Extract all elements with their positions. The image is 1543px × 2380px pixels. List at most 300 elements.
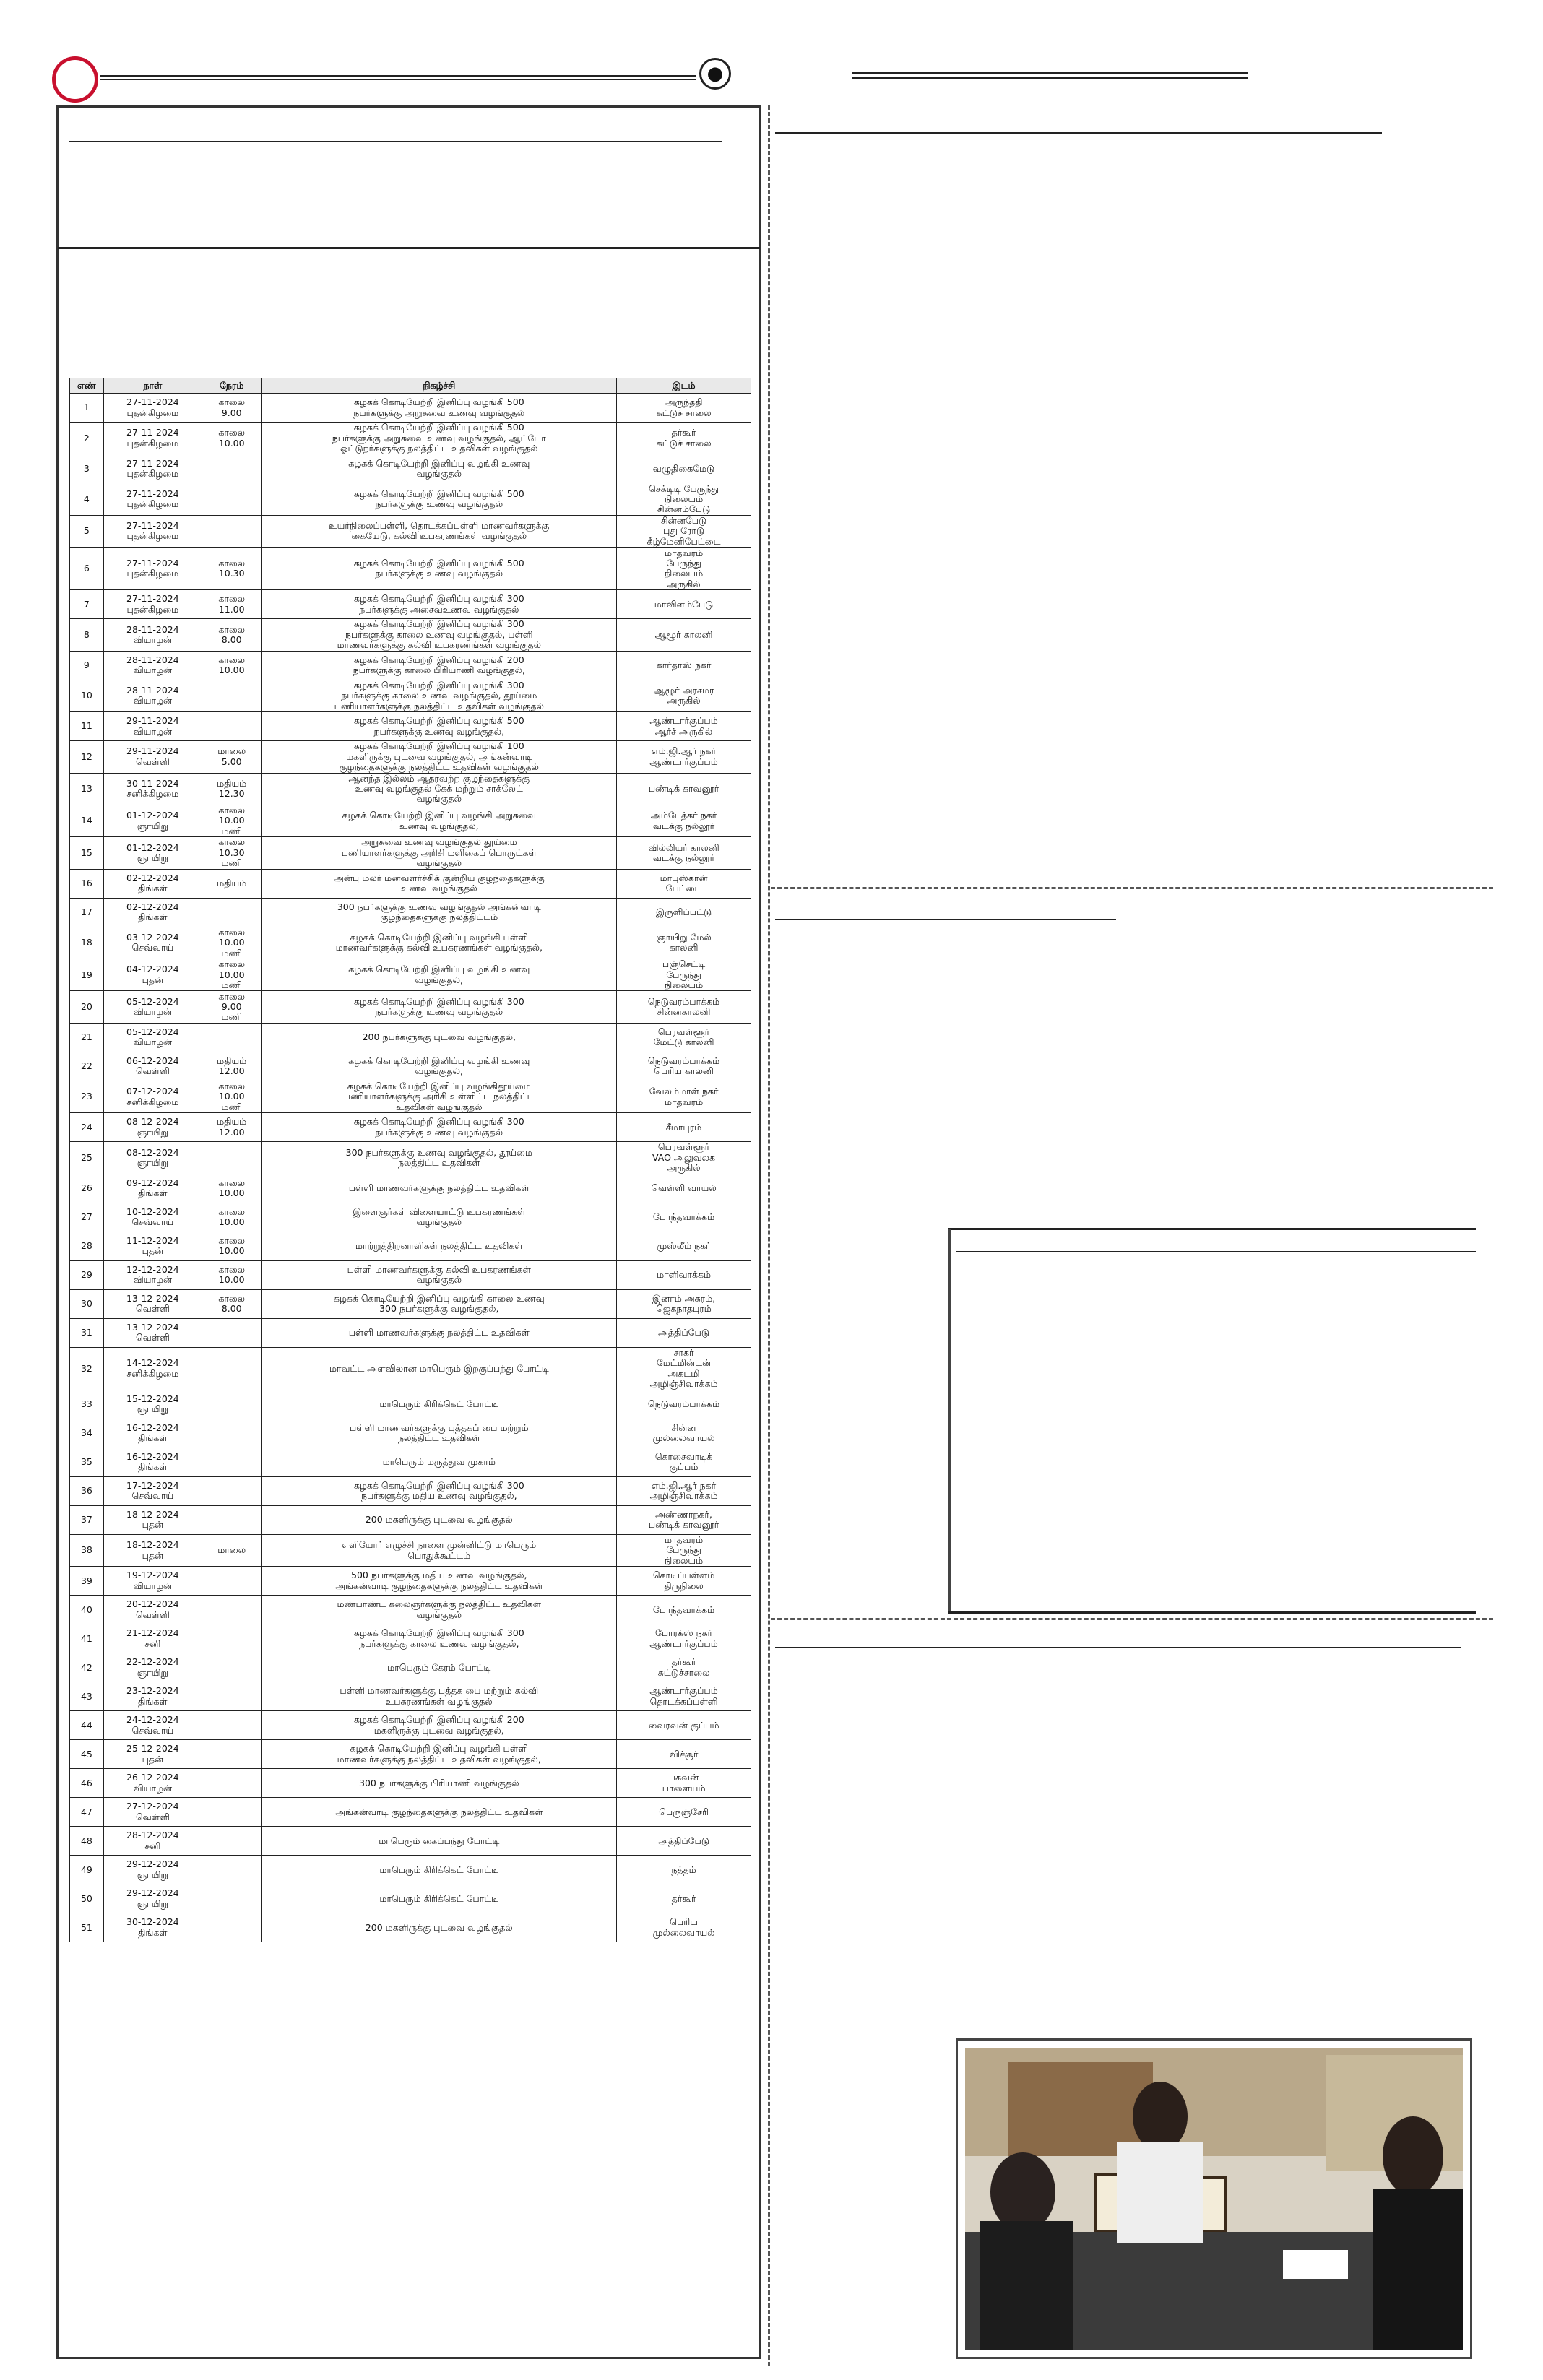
cell-time: காலை 8.00	[202, 1289, 262, 1318]
cell-date: 27-12-2024 வெள்ளி	[103, 1798, 202, 1827]
cell-event: கழகக் கொடியேற்றி இனிப்பு வழங்கி 100 மகளிருக்கு புடவை வழங்குதல், அங்கன்வாடி குழந்தைகளுக்கு நலத்திட்ட உதவிகள் வழங்குதல்	[262, 741, 617, 773]
cell-time	[202, 1624, 262, 1653]
cell-date: 02-12-2024 திங்கள்	[103, 898, 202, 927]
cell-time	[202, 898, 262, 927]
header-venue: இடம்	[617, 378, 751, 394]
cell-event: இளைஞர்கள் விளையாட்டு உபகரணங்கள் வழங்குதல்	[262, 1203, 617, 1232]
cell-venue: அம்பேத்கர் நகர் வடக்கு நல்லூர்	[617, 805, 751, 836]
cell-venue: பஞ்செட்டி பேருந்து நிலையம்	[617, 959, 751, 991]
table-row	[70, 548, 751, 590]
right-box-left-border	[948, 1229, 951, 1611]
cell-serial: 24	[70, 1113, 104, 1142]
cell-time: மாலை	[202, 1534, 262, 1566]
table-row	[70, 869, 751, 898]
cell-event: மாபெரும் மருத்துவ முகாம்	[262, 1448, 617, 1476]
table-row	[70, 927, 751, 959]
cell-venue: வெள்ளி வாயல்	[617, 1174, 751, 1203]
table-row	[70, 1505, 751, 1534]
cell-serial: 50	[70, 1884, 104, 1913]
cell-date: 28-11-2024 வியாழன்	[103, 651, 202, 680]
table-header-row	[70, 378, 751, 394]
right-article-rule	[775, 132, 1382, 134]
cell-event: கழகக் கொடியேற்றி இனிப்பு வழங்கி 300 நபர்களுக்கு காலை உணவு வழங்குதல், பள்ளி மாணவர்களுக்கு கல்வி உபகரணங்கள் வழங்குதல்	[262, 619, 617, 651]
cell-serial: 5	[70, 515, 104, 547]
right-header-rule	[852, 72, 1248, 74]
cell-time: மாலை 5.00	[202, 741, 262, 773]
table-row	[70, 1142, 751, 1174]
cell-event: கழகக் கொடியேற்றி இனிப்பு வழங்கி 500 நபர்களுக்கு அறுசுவை உணவு வழங்குதல்	[262, 394, 617, 423]
cell-date: 18-12-2024 புதன்	[103, 1505, 202, 1534]
cell-date: 05-12-2024 வியாழன்	[103, 991, 202, 1023]
cell-venue: மாதவரம் பேருந்து நிலையம்	[617, 1534, 751, 1566]
table-row	[70, 1913, 751, 1942]
cell-serial: 48	[70, 1827, 104, 1856]
cell-time	[202, 1347, 262, 1390]
cell-serial: 12	[70, 741, 104, 773]
cell-event: உயர்நிலைப்பள்ளி, தொடக்கப்பள்ளி மாணவர்களுக்கு கையேடு, கல்வி உபகரணங்கள் வழங்குதல்	[262, 515, 617, 547]
cell-serial: 41	[70, 1624, 104, 1653]
cell-serial: 33	[70, 1390, 104, 1419]
cell-event: கழகக் கொடியேற்றி இனிப்பு வழங்கி 500 நபர்களுக்கு உணவு வழங்குதல்	[262, 548, 617, 590]
cell-date: 20-12-2024 வெள்ளி	[103, 1596, 202, 1624]
cell-event: கழகக் கொடியேற்றி இனிப்பு வழங்கி பள்ளி மாணவர்களுக்கு நலத்திட்ட உதவிகள் வழங்குதல்,	[262, 1740, 617, 1769]
cell-event: கழகக் கொடியேற்றி இனிப்பு வழங்கி உணவு வழங்குதல்,	[262, 959, 617, 991]
cell-venue: சின்ன முல்லைவாயல்	[617, 1419, 751, 1448]
cell-venue: தர்கூர்	[617, 1884, 751, 1913]
cell-date: 29-11-2024 வியாழன்	[103, 712, 202, 741]
cell-time: மதியம் 12.00	[202, 1052, 262, 1081]
cell-date: 21-12-2024 சனி	[103, 1624, 202, 1653]
cell-event: மாவட்ட அளவிலான மாபெரும் இறகுப்பந்து போட்டி	[262, 1347, 617, 1390]
right-dashed-divider-1	[771, 887, 1493, 889]
cell-time	[202, 1884, 262, 1913]
cell-serial: 13	[70, 773, 104, 805]
cell-event: கழகக் கொடியேற்றி இனிப்பு வழங்கி 300 நபர்களுக்கு உணவு வழங்குதல்	[262, 991, 617, 1023]
table-row	[70, 1567, 751, 1596]
cell-date: 28-12-2024 சனி	[103, 1827, 202, 1856]
cell-event: அன்பு மலர் மனவளர்ச்சிக் குன்றிய குழந்தைகளுக்கு உணவு வழங்குதல்	[262, 869, 617, 898]
cell-serial: 36	[70, 1476, 104, 1505]
table-row	[70, 712, 751, 741]
cell-time	[202, 1856, 262, 1884]
cell-event: பள்ளி மாணவர்களுக்கு கல்வி உபகரணங்கள் வழங்குதல்	[262, 1260, 617, 1289]
cell-date: 02-12-2024 திங்கள்	[103, 869, 202, 898]
cell-venue: மாதவரம் பேருந்து நிலையம் அருகில்	[617, 548, 751, 590]
cell-event: எளியோர் எழுச்சி நாளை முன்னிட்டு மாபெரும் பொதுக்கூட்டம்	[262, 1534, 617, 1566]
cell-event: 200 மகளிருக்கு புடவை வழங்குதல்	[262, 1505, 617, 1534]
table-row	[70, 1203, 751, 1232]
cell-venue: போரக்ஸ் நகர் ஆண்டார்குப்பம்	[617, 1624, 751, 1653]
table-row	[70, 1448, 751, 1476]
cell-time	[202, 515, 262, 547]
cell-serial: 40	[70, 1596, 104, 1624]
cell-venue: நெடுவரம்பாக்கம்	[617, 1390, 751, 1419]
cell-time: காலை 10.00	[202, 1174, 262, 1203]
cell-venue: எம்.ஜி.ஆர் நகர் அழிஞ்சிவாக்கம்	[617, 1476, 751, 1505]
cell-serial: 37	[70, 1505, 104, 1534]
table-row	[70, 1113, 751, 1142]
header-rule	[100, 75, 696, 77]
cell-serial: 18	[70, 927, 104, 959]
cell-date: 24-12-2024 செவ்வாய்	[103, 1711, 202, 1740]
header-serial: எண்	[70, 378, 104, 394]
cell-time	[202, 1596, 262, 1624]
cell-serial: 4	[70, 483, 104, 515]
cell-serial: 2	[70, 423, 104, 454]
cell-time	[202, 1505, 262, 1534]
table-row	[70, 1534, 751, 1566]
cell-serial: 15	[70, 837, 104, 869]
cell-venue: அருந்ததி சுட்டுச் சாலை	[617, 394, 751, 423]
right-box-top-rule	[948, 1228, 1476, 1230]
cell-serial: 34	[70, 1419, 104, 1448]
cell-time	[202, 1913, 262, 1942]
cell-serial: 14	[70, 805, 104, 836]
column-divider	[768, 105, 770, 2366]
table-row	[70, 1318, 751, 1347]
cell-venue: தர்கூர் சுட்டுச்சாலை	[617, 1653, 751, 1682]
cell-venue: கொடிப்பள்ளம் திருநிலை	[617, 1567, 751, 1596]
cell-venue: இனாம் அகரம், ஜெகநாதபுரம்	[617, 1289, 751, 1318]
cell-venue: போந்தவாக்கம்	[617, 1203, 751, 1232]
cell-time: காலை 10.30 மணி	[202, 837, 262, 869]
cell-time: காலை 10.30	[202, 548, 262, 590]
table-row	[70, 1390, 751, 1419]
right-subhead-rule	[775, 919, 1116, 920]
table-row	[70, 1856, 751, 1884]
cell-venue: ஞாயிறு மேல் காலனி	[617, 927, 751, 959]
cell-time	[202, 1740, 262, 1769]
cell-serial: 3	[70, 454, 104, 483]
table-row	[70, 1653, 751, 1682]
cell-date: 27-11-2024 புதன்கிழமை	[103, 515, 202, 547]
table-row	[70, 1023, 751, 1052]
cell-time	[202, 1798, 262, 1827]
cell-venue: வழுதிகைமேடு	[617, 454, 751, 483]
cell-venue: வில்லியர் காலனி வடக்கு நல்லூர்	[617, 837, 751, 869]
cell-date: 01-12-2024 ஞாயிறு	[103, 837, 202, 869]
cell-serial: 23	[70, 1081, 104, 1112]
cell-event: பள்ளி மாணவர்களுக்கு நலத்திட்ட உதவிகள்	[262, 1318, 617, 1347]
table-row	[70, 680, 751, 711]
cell-date: 11-12-2024 புதன்	[103, 1232, 202, 1260]
table-row	[70, 898, 751, 927]
cell-serial: 46	[70, 1769, 104, 1798]
table-row	[70, 1232, 751, 1260]
table-row	[70, 1081, 751, 1112]
table-body	[70, 394, 751, 1942]
cell-event: 300 நபர்களுக்கு உணவு வழங்குதல் அங்கன்வாடி குழந்தைகளுக்கு நலத்திட்டம்	[262, 898, 617, 927]
table-row	[70, 1884, 751, 1913]
cell-date: 06-12-2024 வெள்ளி	[103, 1052, 202, 1081]
cell-time: மதியம் 12.00	[202, 1113, 262, 1142]
table-row	[70, 991, 751, 1023]
cell-serial: 19	[70, 959, 104, 991]
cell-venue: கார்தாஸ் நகர்	[617, 651, 751, 680]
cell-venue: இருளிப்பட்டு	[617, 898, 751, 927]
cell-serial: 21	[70, 1023, 104, 1052]
cell-date: 27-11-2024 புதன்கிழமை	[103, 394, 202, 423]
cell-event: கழகக் கொடியேற்றி இனிப்பு வழங்கிதூய்மை பணியாளர்களுக்கு அரிசி உள்ளிட்ட நலத்திட்ட உதவிகள் வழங்குதல்	[262, 1081, 617, 1112]
cell-event: கழகக் கொடியேற்றி இனிப்பு வழங்கி உணவு வழங்குதல்	[262, 454, 617, 483]
cell-serial: 47	[70, 1798, 104, 1827]
cell-date: 08-12-2024 ஞாயிறு	[103, 1113, 202, 1142]
table-row	[70, 1769, 751, 1798]
cell-date: 17-12-2024 செவ்வாய்	[103, 1476, 202, 1505]
table-row	[70, 1260, 751, 1289]
cell-venue: பெருஞ்சேரி	[617, 1798, 751, 1827]
cell-serial: 27	[70, 1203, 104, 1232]
cell-time	[202, 1390, 262, 1419]
cell-time: காலை 10.00	[202, 1232, 262, 1260]
cell-event: கழகக் கொடியேற்றி இனிப்பு வழங்கி அறுசுவை உணவு வழங்குதல்,	[262, 805, 617, 836]
table-row	[70, 1711, 751, 1740]
cell-venue: பகவன் பாளையம்	[617, 1769, 751, 1798]
cell-event: 300 நபர்களுக்கு பிரியாணி வழங்குதல்	[262, 1769, 617, 1798]
table-row	[70, 1682, 751, 1711]
cell-event: மண்பாண்ட கலைஞர்களுக்கு நலத்திட்ட உதவிகள் வழங்குதல்	[262, 1596, 617, 1624]
cell-event: அறுசுவை உணவு வழங்குதல் தூய்மை பணியாளர்களுக்கு அரிசி மளிகைப் பொருட்கள் வழங்குதல்	[262, 837, 617, 869]
cell-time: காலை 10.00 மணி	[202, 927, 262, 959]
cell-venue: வைரவன் குப்பம்	[617, 1711, 751, 1740]
table-row	[70, 1289, 751, 1318]
cell-serial: 45	[70, 1740, 104, 1769]
cell-venue: சீமாபுரம்	[617, 1113, 751, 1142]
cell-time: காலை 10.00 மணி	[202, 959, 262, 991]
cell-serial: 43	[70, 1682, 104, 1711]
table-row	[70, 1476, 751, 1505]
cell-date: 29-12-2024 ஞாயிறு	[103, 1856, 202, 1884]
header-time: நேரம்	[202, 378, 262, 394]
meeting-photo-illustration	[965, 2048, 1463, 2350]
cell-serial: 7	[70, 590, 104, 619]
left-headline-rule	[69, 141, 722, 142]
cell-event: கழகக் கொடியேற்றி இனிப்பு வழங்கி 300 நபர்களுக்கு காலை உணவு வழங்குதல்,	[262, 1624, 617, 1653]
cell-event: பள்ளி மாணவர்களுக்கு புத்தக பை மற்றும் கல்வி உபகரணங்கள் வழங்குதல்	[262, 1682, 617, 1711]
cell-date: 13-12-2024 வெள்ளி	[103, 1318, 202, 1347]
elephant-emblem-icon: ●	[699, 58, 731, 90]
cell-serial: 30	[70, 1289, 104, 1318]
cell-serial: 38	[70, 1534, 104, 1566]
cell-serial: 31	[70, 1318, 104, 1347]
cell-venue: நத்தம்	[617, 1856, 751, 1884]
cell-time	[202, 712, 262, 741]
cell-date: 19-12-2024 வியாழன்	[103, 1567, 202, 1596]
cell-time	[202, 454, 262, 483]
cell-venue: நெடுவரம்பாக்கம் சின்னகாலனி	[617, 991, 751, 1023]
cell-event: 200 மகளிருக்கு புடவை வழங்குதல்	[262, 1913, 617, 1942]
table-row	[70, 741, 751, 773]
cell-date: 16-12-2024 திங்கள்	[103, 1419, 202, 1448]
table-row	[70, 1174, 751, 1203]
cell-date: 29-12-2024 ஞாயிறு	[103, 1884, 202, 1913]
cell-serial: 39	[70, 1567, 104, 1596]
cell-venue: செக்டிடி பேருந்து நிலையம் சின்னம்பேடு	[617, 483, 751, 515]
cell-serial: 17	[70, 898, 104, 927]
table-row	[70, 1798, 751, 1827]
cell-date: 27-11-2024 புதன்கிழமை	[103, 483, 202, 515]
cell-venue: சின்னபேடு புது ரோடு கீழ்மேனிபேட்டை	[617, 515, 751, 547]
cell-serial: 16	[70, 869, 104, 898]
cell-event: மாபெரும் கைப்பந்து போட்டி	[262, 1827, 617, 1856]
cell-time: காலை 10.00 மணி	[202, 1081, 262, 1112]
table-row	[70, 423, 751, 454]
cell-event: கழகக் கொடியேற்றி இனிப்பு வழங்கி 300 நபர்களுக்கு உணவு வழங்குதல்	[262, 1113, 617, 1142]
event-schedule-table	[69, 378, 751, 1942]
cell-date: 13-12-2024 வெள்ளி	[103, 1289, 202, 1318]
cell-venue: ஆண்டார்குப்பம் தொடக்கப்பள்ளி	[617, 1682, 751, 1711]
table-row	[70, 1596, 751, 1624]
cell-date: 27-11-2024 புதன்கிழமை	[103, 590, 202, 619]
cell-date: 28-11-2024 வியாழன்	[103, 680, 202, 711]
table-row	[70, 454, 751, 483]
cell-venue: பெரிய முல்லைவாயல்	[617, 1913, 751, 1942]
cell-venue: பெரவள்ளூர் மேட்டு காலனி	[617, 1023, 751, 1052]
cell-venue: சாகர் மேட்மின்டன் அகடமி அழிஞ்சிவாக்கம்	[617, 1347, 751, 1390]
cell-event: மாற்றுத்திறனாளிகள் நலத்திட்ட உதவிகள்	[262, 1232, 617, 1260]
cell-date: 12-12-2024 வியாழன்	[103, 1260, 202, 1289]
cell-time	[202, 1682, 262, 1711]
cell-time: காலை 9.00	[202, 394, 262, 423]
cell-serial: 42	[70, 1653, 104, 1682]
cell-time: காலை 9.00 மணி	[202, 991, 262, 1023]
cell-serial: 22	[70, 1052, 104, 1081]
cell-event: 200 நபர்களுக்கு புடவை வழங்குதல்,	[262, 1023, 617, 1052]
newspaper-logo	[52, 56, 98, 103]
cell-date: 26-12-2024 வியாழன்	[103, 1769, 202, 1798]
cell-date: 22-12-2024 ஞாயிறு	[103, 1653, 202, 1682]
cell-date: 25-12-2024 புதன்	[103, 1740, 202, 1769]
cell-date: 23-12-2024 திங்கள்	[103, 1682, 202, 1711]
cell-date: 16-12-2024 திங்கள்	[103, 1448, 202, 1476]
cell-event: கழகக் கொடியேற்றி இனிப்பு வழங்கி உணவு வழங்குதல்,	[262, 1052, 617, 1081]
cell-time	[202, 1476, 262, 1505]
header-date: நாள்	[103, 378, 202, 394]
cell-event: கழகக் கொடியேற்றி இனிப்பு வழங்கி 300 நபர்களுக்கு மதிய உணவு வழங்குதல்,	[262, 1476, 617, 1505]
table-row	[70, 1827, 751, 1856]
cell-venue: மாவிளம்பேடு	[617, 590, 751, 619]
cell-venue: விச்சூர்	[617, 1740, 751, 1769]
cell-event: கழகக் கொடியேற்றி இனிப்பு வழங்கி 200 மகளிருக்கு புடவை வழங்குதல்,	[262, 1711, 617, 1740]
table-row	[70, 483, 751, 515]
cell-time: காலை 10.00	[202, 1260, 262, 1289]
left-section-divider	[58, 247, 760, 249]
cell-serial: 20	[70, 991, 104, 1023]
cell-venue: போந்தவாக்கம்	[617, 1596, 751, 1624]
cell-date: 28-11-2024 வியாழன்	[103, 619, 202, 651]
cell-time	[202, 1769, 262, 1798]
table-row	[70, 394, 751, 423]
right-header-rule-thin	[852, 77, 1248, 79]
cell-event: அங்கன்வாடி குழந்தைகளுக்கு நலத்திட்ட உதவிகள்	[262, 1798, 617, 1827]
cell-venue: பெரவள்ளூர் VAO அலுவலக அருகில்	[617, 1142, 751, 1174]
cell-venue: முஸ்லீம் நகர்	[617, 1232, 751, 1260]
cell-date: 30-12-2024 திங்கள்	[103, 1913, 202, 1942]
cell-serial: 32	[70, 1347, 104, 1390]
cell-event: கழகக் கொடியேற்றி இனிப்பு வழங்கி 500 நபர்களுக்கு அறுசுவை உணவு வழங்குதல், ஆட்டோ ஓட்டுநர்களுக்கு நலத்திட்ட உதவிகள் வழங்குதல்	[262, 423, 617, 454]
cell-venue: ஆழூர் காலனி	[617, 619, 751, 651]
cell-serial: 26	[70, 1174, 104, 1203]
table-row	[70, 515, 751, 547]
cell-time: காலை 10.00	[202, 423, 262, 454]
cell-date: 04-12-2024 புதன்	[103, 959, 202, 991]
table-row	[70, 773, 751, 805]
table-row	[70, 1740, 751, 1769]
cell-date: 15-12-2024 ஞாயிறு	[103, 1390, 202, 1419]
table-row	[70, 1419, 751, 1448]
cell-date: 05-12-2024 வியாழன்	[103, 1023, 202, 1052]
cell-time: காலை 10.00	[202, 651, 262, 680]
cell-date: 27-11-2024 புதன்கிழமை	[103, 454, 202, 483]
cell-serial: 11	[70, 712, 104, 741]
cell-time	[202, 483, 262, 515]
cell-venue: தர்கூர் சுட்டுச் சாலை	[617, 423, 751, 454]
right-box-bottom-rule	[948, 1611, 1476, 1614]
cell-date: 27-11-2024 புதன்கிழமை	[103, 423, 202, 454]
cell-event: 300 நபர்களுக்கு உணவு வழங்குதல், தூய்மை நலத்திட்ட உதவிகள்	[262, 1142, 617, 1174]
table-row	[70, 619, 751, 651]
cell-event: கழகக் கொடியேற்றி இனிப்பு வழங்கி 500 நபர்களுக்கு உணவு வழங்குதல்	[262, 483, 617, 515]
cell-date: 27-11-2024 புதன்கிழமை	[103, 548, 202, 590]
cell-venue: கொசைவாடிக் குப்பம்	[617, 1448, 751, 1476]
cell-date: 08-12-2024 ஞாயிறு	[103, 1142, 202, 1174]
cell-time: காலை 10.00 மணி	[202, 805, 262, 836]
table-row	[70, 1624, 751, 1653]
cell-venue: அண்ணாநகர், பண்டிக் காவனூர்	[617, 1505, 751, 1534]
cell-serial: 9	[70, 651, 104, 680]
table-row	[70, 590, 751, 619]
cell-venue: அத்திப்பேடு	[617, 1318, 751, 1347]
cell-event: மாபெரும் கிரிக்கெட் போட்டி	[262, 1856, 617, 1884]
cell-event: பள்ளி மாணவர்களுக்கு புத்தகப் பை மற்றும் நலத்திட்ட உதவிகள்	[262, 1419, 617, 1448]
cell-serial: 49	[70, 1856, 104, 1884]
right-lower-rule	[775, 1647, 1461, 1648]
table-row	[70, 651, 751, 680]
right-dashed-divider-2	[771, 1618, 1493, 1620]
cell-serial: 1	[70, 394, 104, 423]
cell-time	[202, 1023, 262, 1052]
cell-serial: 35	[70, 1448, 104, 1476]
right-box-inner-rule	[956, 1251, 1476, 1252]
cell-event: மாபெரும் கேரம் போட்டி	[262, 1653, 617, 1682]
table-row	[70, 1052, 751, 1081]
cell-serial: 25	[70, 1142, 104, 1174]
table-row	[70, 1347, 751, 1390]
cell-serial: 6	[70, 548, 104, 590]
cell-event: கழகக் கொடியேற்றி இனிப்பு வழங்கி 300 நபர்களுக்கு காலை உணவு வழங்குதல், தூய்மை பணியாளர்களுக்கு நலத்திட்ட உதவிகள் வழங்குதல்	[262, 680, 617, 711]
cell-venue: நெடுவரம்பாக்கம் பெரிய காலனி	[617, 1052, 751, 1081]
cell-date: 18-12-2024 புதன்	[103, 1534, 202, 1566]
cell-serial: 10	[70, 680, 104, 711]
cell-event: கழகக் கொடியேற்றி இனிப்பு வழங்கி 500 நபர்களுக்கு உணவு வழங்குதல்,	[262, 712, 617, 741]
cell-serial: 51	[70, 1913, 104, 1942]
cell-venue: பண்டிக் காவனூர்	[617, 773, 751, 805]
cell-date: 29-11-2024 வெள்ளி	[103, 741, 202, 773]
cell-time: காலை 11.00	[202, 590, 262, 619]
cell-event: கழகக் கொடியேற்றி இனிப்பு வழங்கி 300 நபர்களுக்கு அசைவஉணவு வழங்குதல்	[262, 590, 617, 619]
cell-event: 500 நபர்களுக்கு மதிய உணவு வழங்குதல், அங்கன்வாடி குழந்தைகளுக்கு நலத்திட்ட உதவிகள்	[262, 1567, 617, 1596]
cell-date: 07-12-2024 சனிக்கிழமை	[103, 1081, 202, 1112]
cell-time: மதியம்	[202, 869, 262, 898]
cell-event: கழகக் கொடியேற்றி இனிப்பு வழங்கி 200 நபர்களுக்கு காலை பிரியாணி வழங்குதல்,	[262, 651, 617, 680]
cell-time	[202, 1448, 262, 1476]
header-rule-thin	[100, 79, 696, 80]
cell-serial: 44	[70, 1711, 104, 1740]
cell-venue: மாபுஸ்கான் பேட்டை	[617, 869, 751, 898]
cell-venue: எம்.ஜி.ஆர் நகர் ஆண்டார்குப்பம்	[617, 741, 751, 773]
cell-venue: ஆழூர் அரசமர அருகில்	[617, 680, 751, 711]
cell-date: 30-11-2024 சனிக்கிழமை	[103, 773, 202, 805]
